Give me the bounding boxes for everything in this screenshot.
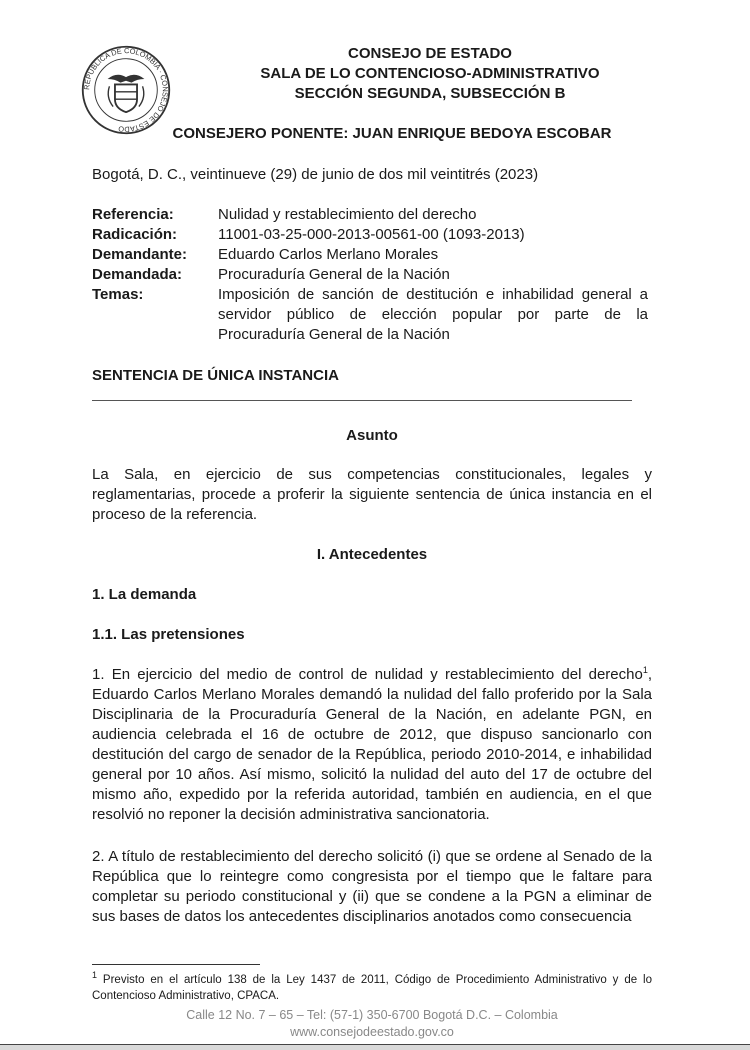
page-bottom-edge <box>0 1044 750 1050</box>
meta-value: Nulidad y restablecimiento del derecho <box>218 206 477 223</box>
institution-title: CONSEJO DE ESTADO <box>348 45 512 62</box>
pretensiones-heading: 1.1. Las pretensiones <box>92 626 245 643</box>
paragraph-2: 2. A título de restablecimiento del derecho solicitó (i) que se ordene al Senado de la República que lo reintegre como congresista por el tiempo que le faltare para completar su periodo constitucional y (ii) que se condene a la PGN a eliminar de sus bases de datos los antecedentes disciplinarios anotados como consecuencia <box>92 848 652 925</box>
meta-value: Procuraduría General de la Nación <box>218 266 450 283</box>
sala-title: SALA DE LO CONTENCIOSO-ADMINISTRATIVO <box>260 65 600 82</box>
footnote-number: 1 <box>92 970 98 981</box>
footer-website: www.consejodeestado.gov.co <box>290 1025 454 1039</box>
title-divider <box>92 400 632 401</box>
meta-label: Demandante: <box>92 246 188 263</box>
meta-value: Eduardo Carlos Merlano Morales <box>218 246 439 263</box>
meta-label: Demandada: <box>92 266 183 283</box>
seccion-title: SECCIÓN SEGUNDA, SUBSECCIÓN B <box>294 85 566 102</box>
svg-text:REPÚBLICA DE COLOMBIA · CONSEJ: REPÚBLICA DE COLOMBIA · CONSEJO DE ESTADO <box>82 46 170 134</box>
demanda-heading: 1. La demanda <box>92 586 197 603</box>
consejero-ponente: CONSEJERO PONENTE: JUAN ENRIQUE BEDOYA ESCOBAR <box>172 125 612 142</box>
meta-value: 11001-03-25-000-2013-00561-00 (1093-2013) <box>218 226 525 243</box>
paragraph-1-start: 1. En ejercicio del medio de control de nulidad y restablecimiento del derecho <box>92 666 643 683</box>
footnote-divider <box>92 964 260 965</box>
footnote-ref: 1 <box>642 665 648 675</box>
paragraph-1-rest: , Eduardo Carlos Merlano Morales demandó la nulidad del fallo proferido por la Sala Disciplinaria de la Procuraduría General de la Nación, en adelante PGN, en audiencia celebrada el 16 de octubre de 2012, que dispuso sancionarlo con destitución del cargo de senador de la República, periodo 2010-2014, e inhabilidad general por 10 años. Así mismo, solicitó la nulidad del auto del 17 de octubre del mismo año, expedido por la referida autoridad, también en audiencia, en el que resolvió no reponer la decisión administrativa sancionatoria. <box>92 666 652 823</box>
consejo-de-estado-seal-icon <box>80 44 172 136</box>
antecedentes-heading: I. Antecedentes <box>316 546 428 563</box>
meta-label: Radicación: <box>92 226 178 243</box>
meta-value: Imposición de sanción de destitución e inhabilidad general a servidor público de elección popular por parte de la Procuraduría General de la Nación <box>218 286 648 343</box>
paragraph-1 <box>92 665 652 825</box>
footnote <box>92 972 652 1004</box>
asunto-heading: Asunto <box>346 427 398 444</box>
footer-address: Calle 12 No. 7 – 65 – Tel: (57-1) 350-6700 Bogotá D.C. – Colombia <box>186 1008 558 1022</box>
meta-label: Referencia: <box>92 206 174 223</box>
asunto-paragraph: La Sala, en ejercicio de sus competencias constitucionales, legales y reglamentarias, procede a proferir la siguiente sentencia de única instancia en el proceso de la referencia. <box>92 466 652 523</box>
meta-label: Temas: <box>92 286 144 303</box>
footnote-text: Previsto en el artículo 138 de la Ley 1437 de 2011, Código de Procedimiento Administrativo y de lo Contencioso Administrativo, CPACA. <box>92 974 652 1002</box>
date-line: Bogotá, D. C., veintinueve (29) de junio de dos mil veintitrés (2023) <box>92 166 539 183</box>
sentence-title: SENTENCIA DE ÚNICA INSTANCIA <box>92 367 339 384</box>
